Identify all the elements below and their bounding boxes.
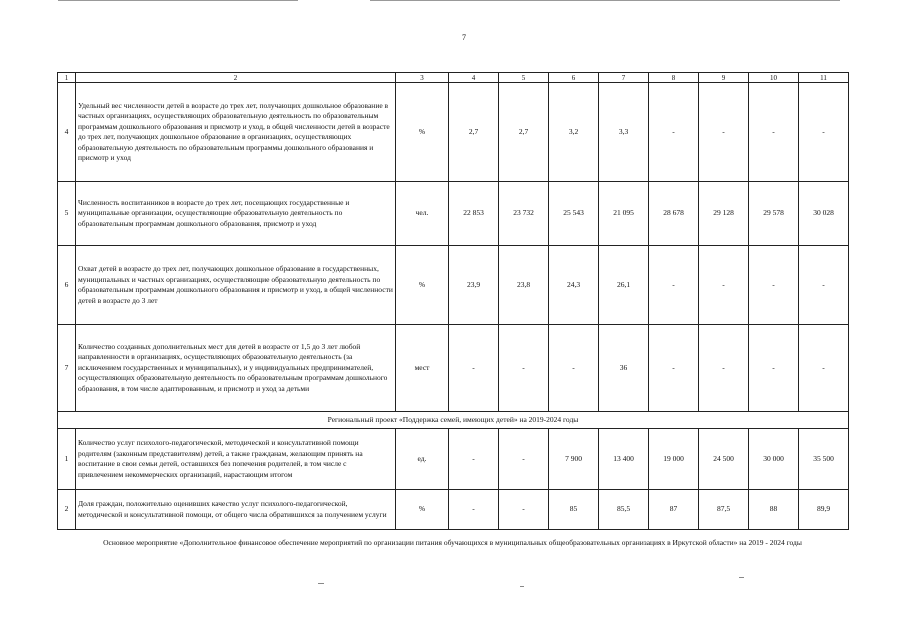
value-cell: -	[649, 83, 699, 182]
value-cell: 35 500	[799, 429, 849, 490]
value-cell: -	[449, 490, 499, 530]
indicator-description: Количество созданных дополнительных мест для детей в возрасте от 1,5 до 3 лет любой направленности в организациях, осуществляющих образовательную деятельность (за исключением государственных и муниципальных), и у индивидуальных предпринимателей, осуществляющих образовательную деятельность по образовательным программам дошкольного образования, в том числе адаптированным, и присмотр и уход за детьми	[76, 325, 396, 412]
unit-cell: %	[396, 246, 449, 325]
value-cell: 2,7	[449, 83, 499, 182]
scan-artifact-mark	[520, 586, 524, 587]
value-cell: -	[749, 83, 799, 182]
value-cell: -	[699, 83, 749, 182]
indicator-description: Охват детей в возрасте до трех лет, получающих дошкольное образование в государственных, муниципальных и частных организациях, осуществляющие образовательную деятельность по образовательным программам дошкольного образования и присмотр и уход, в общей численности детей в возрасте до 3 лет	[76, 246, 396, 325]
value-cell: -	[499, 490, 549, 530]
value-cell: -	[799, 325, 849, 412]
value-cell: 36	[599, 325, 649, 412]
indicator-description: Доля граждан, положительно оценивших качество услуг психолого-педагогической, методической и консультативной помощи, от общего числа обратившихся за получением услуги	[76, 490, 396, 530]
table-row	[58, 83, 849, 182]
value-cell: 30 028	[799, 182, 849, 246]
value-cell: -	[499, 325, 549, 412]
value-cell: 21 095	[599, 182, 649, 246]
column-number: 1	[58, 73, 76, 83]
main-activity-caption: Основное мероприятие «Дополнительное финансовое обеспечение мероприятий по организации питания обучающихся в муниципальных общеобразовательных организациях в Иркутской области» на 2019 - 2024 годы	[103, 538, 802, 547]
scan-edge-line-left	[58, 0, 298, 1]
value-cell: -	[749, 325, 799, 412]
value-cell: 23,8	[499, 246, 549, 325]
row-number: 1	[58, 429, 76, 490]
scan-edge-line-right	[370, 0, 840, 1]
value-cell: -	[499, 429, 549, 490]
indicators-table	[57, 72, 849, 530]
value-cell: 3,2	[549, 83, 599, 182]
unit-cell: мест	[396, 325, 449, 412]
value-cell: -	[749, 246, 799, 325]
table-row	[58, 325, 849, 412]
table-row	[58, 246, 849, 325]
unit-cell: %	[396, 490, 449, 530]
indicator-description: Количество услуг психолого-педагогической, методической и консультативной помощи родителям (законным представителям) детей, а также гражданам, желающим принять на воспитание в свои семьи детей, оставшихся без попечения родителей, в том числе с привлечением некоммерческих организаций, нарастающим итогом	[76, 429, 396, 490]
value-cell: 3,3	[599, 83, 649, 182]
column-number: 2	[76, 73, 396, 83]
value-cell: -	[549, 325, 599, 412]
value-cell: -	[649, 325, 699, 412]
column-number: 6	[549, 73, 599, 83]
row-number: 2	[58, 490, 76, 530]
indicator-description: Удельный вес численности детей в возрасте до трех лет, получающих дошкольное образование в частных организациях, осуществляющих образовательную деятельность по образовательным программам дошкольного образования и присмотр и уход, в общей численности детей в возрасте до трех лет, получающих дошкольное образование в организациях, осуществляющих образовательную деятельность по образовательным программы дошкольного образования и присмотр и уход	[76, 83, 396, 182]
column-number: 4	[449, 73, 499, 83]
row-number: 6	[58, 246, 76, 325]
value-cell: 23 732	[499, 182, 549, 246]
value-cell: 2,7	[499, 83, 549, 182]
table-row	[58, 182, 849, 246]
unit-cell: чел.	[396, 182, 449, 246]
column-number: 9	[699, 73, 749, 83]
column-number: 11	[799, 73, 849, 83]
value-cell: -	[799, 246, 849, 325]
value-cell: -	[799, 83, 849, 182]
value-cell: -	[649, 246, 699, 325]
value-cell: 89,9	[799, 490, 849, 530]
value-cell: 29 128	[699, 182, 749, 246]
section-title: Региональный проект «Поддержка семей, имеющих детей» на 2019-2024 годы	[58, 412, 849, 429]
scan-artifact-mark	[739, 577, 744, 578]
value-cell: 24,3	[549, 246, 599, 325]
value-cell: 30 000	[749, 429, 799, 490]
value-cell: 29 578	[749, 182, 799, 246]
value-cell: 28 678	[649, 182, 699, 246]
value-cell: 85	[549, 490, 599, 530]
column-number: 10	[749, 73, 799, 83]
column-number: 3	[396, 73, 449, 83]
unit-cell: %	[396, 83, 449, 182]
value-cell: 19 000	[649, 429, 699, 490]
table-row	[58, 429, 849, 490]
value-cell: 13 400	[599, 429, 649, 490]
row-number: 7	[58, 325, 76, 412]
unit-cell: ед.	[396, 429, 449, 490]
page-number: 7	[462, 33, 466, 42]
table-row	[58, 490, 849, 530]
value-cell: 25 543	[549, 182, 599, 246]
value-cell: -	[449, 429, 499, 490]
value-cell: -	[449, 325, 499, 412]
value-cell: -	[699, 246, 749, 325]
value-cell: 26,1	[599, 246, 649, 325]
indicator-description: Численность воспитанников в возрасте до трех лет, посещающих государственные и муниципальные организации, осуществляющие образовательную деятельность по образовательным программам дошкольного образования, присмотр и уход	[76, 182, 396, 246]
value-cell: -	[699, 325, 749, 412]
value-cell: 87	[649, 490, 699, 530]
value-cell: 23,9	[449, 246, 499, 325]
section-row	[58, 412, 849, 429]
row-number: 4	[58, 83, 76, 182]
value-cell: 88	[749, 490, 799, 530]
scan-artifact-mark	[318, 583, 324, 584]
row-number: 5	[58, 182, 76, 246]
value-cell: 87,5	[699, 490, 749, 530]
column-number-row	[58, 73, 849, 83]
value-cell: 24 500	[699, 429, 749, 490]
value-cell: 7 900	[549, 429, 599, 490]
column-number: 8	[649, 73, 699, 83]
column-number: 5	[499, 73, 549, 83]
column-number: 7	[599, 73, 649, 83]
value-cell: 85,5	[599, 490, 649, 530]
value-cell: 22 853	[449, 182, 499, 246]
